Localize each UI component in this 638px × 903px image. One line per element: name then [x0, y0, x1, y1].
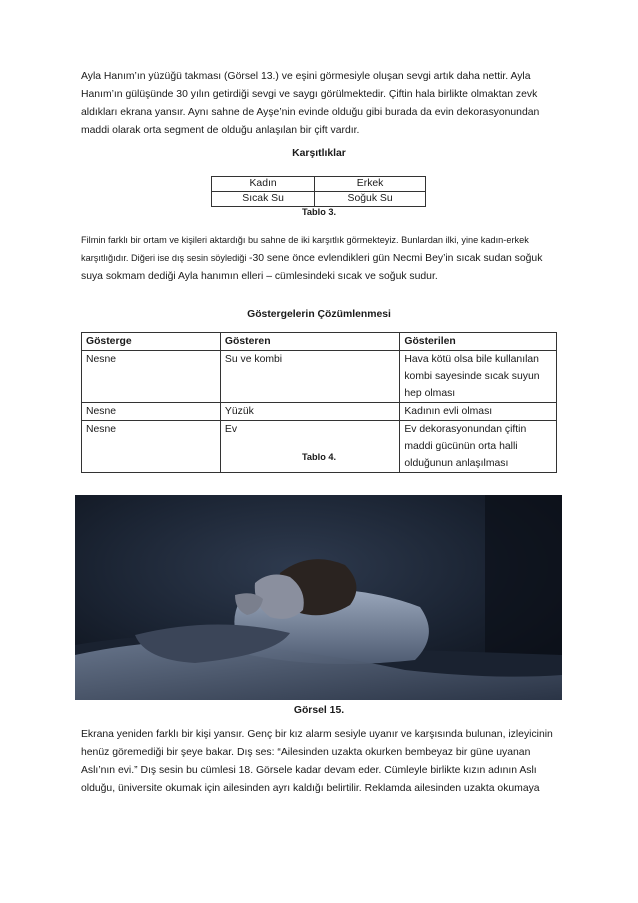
text-line: aldıkları ekrana yansır. Aynı sahne de Ayşe’nin evinde olduğu gibi burada da evin dekorasyonundan: [81, 107, 540, 118]
table-cell: Nesne: [82, 421, 221, 473]
text-line: maddi olarak orta segment de olduğu anlaşılan bir çift vardır.: [81, 125, 360, 136]
film-still-photo: [75, 495, 562, 700]
cell-line: Hava kötü olsa bile kullanılan: [404, 354, 539, 365]
table-cell: Ev: [220, 421, 399, 473]
cell-line: olduğunun anlaşılması: [404, 458, 509, 469]
text-line: [81, 248, 563, 268]
table-row: [212, 177, 426, 192]
text-line: Aslı’nın evi.” Dış sesin bu cümlesi 18. Görsele kadar devam eder. Cümleyle birlikte kızın adının Aslı: [81, 765, 537, 776]
column-header: Gösterge: [82, 333, 221, 351]
column-header: Gösterilen: [400, 333, 557, 351]
karsitliklar-heading: Karşıtlıklar: [292, 148, 346, 159]
cell-line: kombi sayesinde sıcak suyun: [404, 371, 540, 382]
cell-line: maddi gücünün orta halli: [404, 441, 518, 452]
figure-15-caption: Görsel 15.: [293, 705, 345, 716]
text-line: Ekrana yeniden farklı bir kişi yansır. Genç bir kız alarm sesiyle uyanır ve karşısında bulunan, izleyicinin: [81, 729, 553, 740]
table-row: [212, 192, 426, 207]
paragraph-contrasts: [81, 232, 563, 286]
table-cell: Soğuk Su: [315, 192, 426, 207]
table-cell: Kadın: [212, 177, 315, 192]
table-row: [82, 403, 557, 421]
text-line: suya sokmam dediği Ayla hanımın elleri – cümlesindeki sıcak ve soğuk sudur.: [81, 271, 438, 282]
paragraph-asli: [81, 726, 563, 798]
table-cell: [400, 421, 557, 473]
text-line: olduğu, üniversite okumak için ailesinden ayrı kaldığı belirtilir. Reklamda ailesinden uzakta okumaya: [81, 783, 540, 794]
text-fragment: karşıtlığıdır. Diğeri ise dış sesin söylediği: [81, 253, 249, 263]
text-fragment: -30 sene önce evlendikleri gün Necmi Bey’in sıcak sudan soğuk: [249, 253, 543, 264]
table-row: [82, 421, 557, 473]
table-cell: [400, 351, 557, 403]
text-line: Ayla Hanım’ın yüzüğü takması (Görsel 13.) ve eşini görmesiyle oluşan sevgi artık daha nettir. Ayla: [81, 71, 531, 82]
text-line: henüz göremediği bir şeye bakar. Dış ses: “Ailesinden uzakta okurken bembeyaz bir güne uyanan: [81, 747, 531, 758]
table-cell: Erkek: [315, 177, 426, 192]
table-4-caption: Tablo 4.: [301, 452, 337, 462]
table-cell: [400, 403, 557, 421]
table-3-caption: Tablo 3.: [301, 207, 337, 217]
sleeping-girl-illustration: [75, 495, 562, 700]
table-header-row: [82, 333, 557, 351]
text-line: Filmin farklı bir ortam ve kişileri aktardığı bu sahne de iki karşıtlık görmekteyiz. Bunlardan ilki, yine kadın-erkek: [81, 235, 529, 245]
table-cell: Su ve kombi: [220, 351, 399, 403]
table-cell: Nesne: [82, 403, 221, 421]
table-cell: Sıcak Su: [212, 192, 315, 207]
table-row: [82, 351, 557, 403]
gostergeler-heading: Göstergelerin Çözümlenmesi: [247, 309, 391, 320]
cell-line: Kadının evli olması: [404, 406, 493, 417]
table-cell: Yüzük: [220, 403, 399, 421]
cell-line: Ev dekorasyonundan çiftin: [404, 424, 527, 435]
karsitliklar-table: [211, 176, 426, 207]
text-line: Hanım’ın gülüşünde 30 yılın getirdiği sevgi ve saygı görülmektedir. Çiftin hala birlikte olmaktan zevk: [81, 89, 538, 100]
table-cell: Nesne: [82, 351, 221, 403]
cell-line: hep olması: [404, 388, 456, 399]
paragraph-ayla-ring: [81, 68, 563, 140]
column-header: Gösteren: [220, 333, 399, 351]
